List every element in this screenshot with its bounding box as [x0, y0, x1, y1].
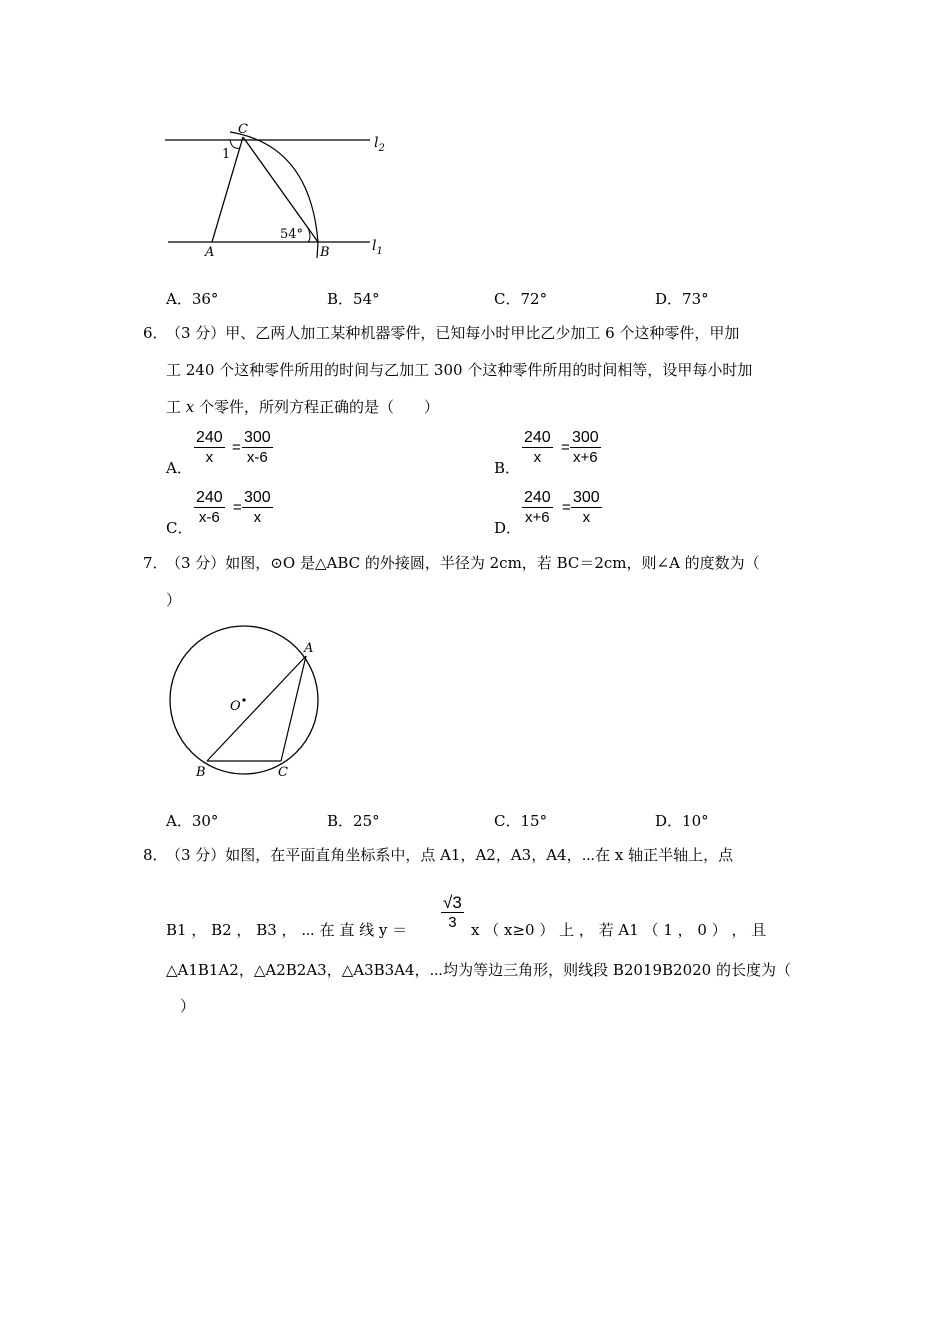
label-A: A [304, 641, 314, 656]
q6-option-a-left: $\frac{240}{x}$ [196, 429, 223, 466]
q8-number: 8． [143, 846, 168, 864]
q7-line1: （3 分）如图，⊙O 是△ABC 的外接圆，半径为 2cm，若 BC＝2cm，则∠A 的度数为（ [166, 554, 760, 572]
q6-option-c-left: $\frac{240}{x-6}$ [196, 489, 223, 526]
q6-option-d-right: $\frac{300}{x}$ [573, 489, 600, 526]
q7-option-d: D．10° [655, 812, 709, 830]
label-B: B [196, 765, 206, 780]
q5-option-a: A．36° [166, 290, 219, 308]
label-O: O [230, 699, 241, 714]
label-54: 54° [280, 227, 304, 242]
q5-option-c: C．72° [494, 290, 548, 308]
q5-option-d: D．73° [655, 290, 709, 308]
label-A: A [205, 245, 215, 260]
q6-option-a-eq: = [232, 439, 241, 456]
figure-circumcircle [160, 620, 330, 780]
label-l1: $l_1$ [372, 238, 383, 257]
figure-parallel-lines [160, 120, 400, 270]
label-C: C [278, 765, 288, 780]
arc-construction [230, 132, 318, 258]
q6-option-c-eq: = [233, 499, 242, 516]
q8-line4: ） [180, 997, 196, 1015]
angle1-arc [230, 140, 240, 148]
q6-option-b-letter: B． [494, 459, 521, 477]
label-1: 1 [222, 147, 231, 162]
q6-option-d-left: $\frac{240}{x+6}$ [524, 489, 551, 526]
label-C: C [238, 122, 248, 137]
q8-line2-post: x （ x≥0 ） 上 ， 若 A1 （ 1 ， 0 ） ， 且 [471, 921, 767, 939]
q8-line3: △A1B1A2，△A2B2A3，△A3B3A4，⋯均为等边三角形，则线段 B2019B2020 的长度为（ [166, 961, 791, 979]
q6-line1: （3 分）甲、乙两人加工某种机器零件，已知每小时甲比乙少加工 6 个这种零件，甲加 [166, 324, 740, 342]
center-dot [242, 698, 245, 701]
q6-option-d-letter: D． [494, 519, 522, 537]
q7-option-c: C．15° [494, 812, 548, 830]
q8-line1: （3 分）如图，在平面直角坐标系中，点 A1，A2，A3，A4，⋯在 x 轴正半轴上，点 [166, 846, 734, 864]
q6-number: 6． [143, 324, 168, 342]
q7-line2: ） [166, 591, 182, 609]
q7-option-a: A．30° [166, 812, 219, 830]
q6-option-b-right: $\frac{300}{x+6}$ [572, 429, 599, 466]
q6-option-b-left: $\frac{240}{x}$ [524, 429, 551, 466]
q6-line3: 工 x 个零件，所列方程正确的是（ ） [166, 398, 440, 416]
q6-option-c-letter: C． [166, 519, 193, 537]
q5-option-b: B．54° [327, 290, 380, 308]
q7-option-b: B．25° [327, 812, 380, 830]
q6-option-d-eq: = [562, 499, 571, 516]
segment-BA [207, 656, 306, 761]
q6-option-a-letter: A． [166, 459, 192, 477]
q6-option-c-right: $\frac{300}{x}$ [244, 489, 271, 526]
q6-line2: 工 240 个这种零件所用的时间与乙加工 300 个这种零件所用的时间相等，设甲每小时加 [166, 361, 753, 379]
label-B: B [320, 245, 330, 260]
q8-slope-fraction: $\frac{√3}{3}$ [443, 893, 462, 931]
q7-number: 7． [143, 554, 168, 572]
q8-line2-pre: B1 ， B2 ， B3 ， ⋯ 在 直 线 y ＝ [166, 921, 408, 939]
label-l2: $l_2$ [374, 135, 385, 154]
q6-option-b-eq: = [561, 439, 570, 456]
q6-option-a-right: $\frac{300}{x-6}$ [244, 429, 271, 466]
